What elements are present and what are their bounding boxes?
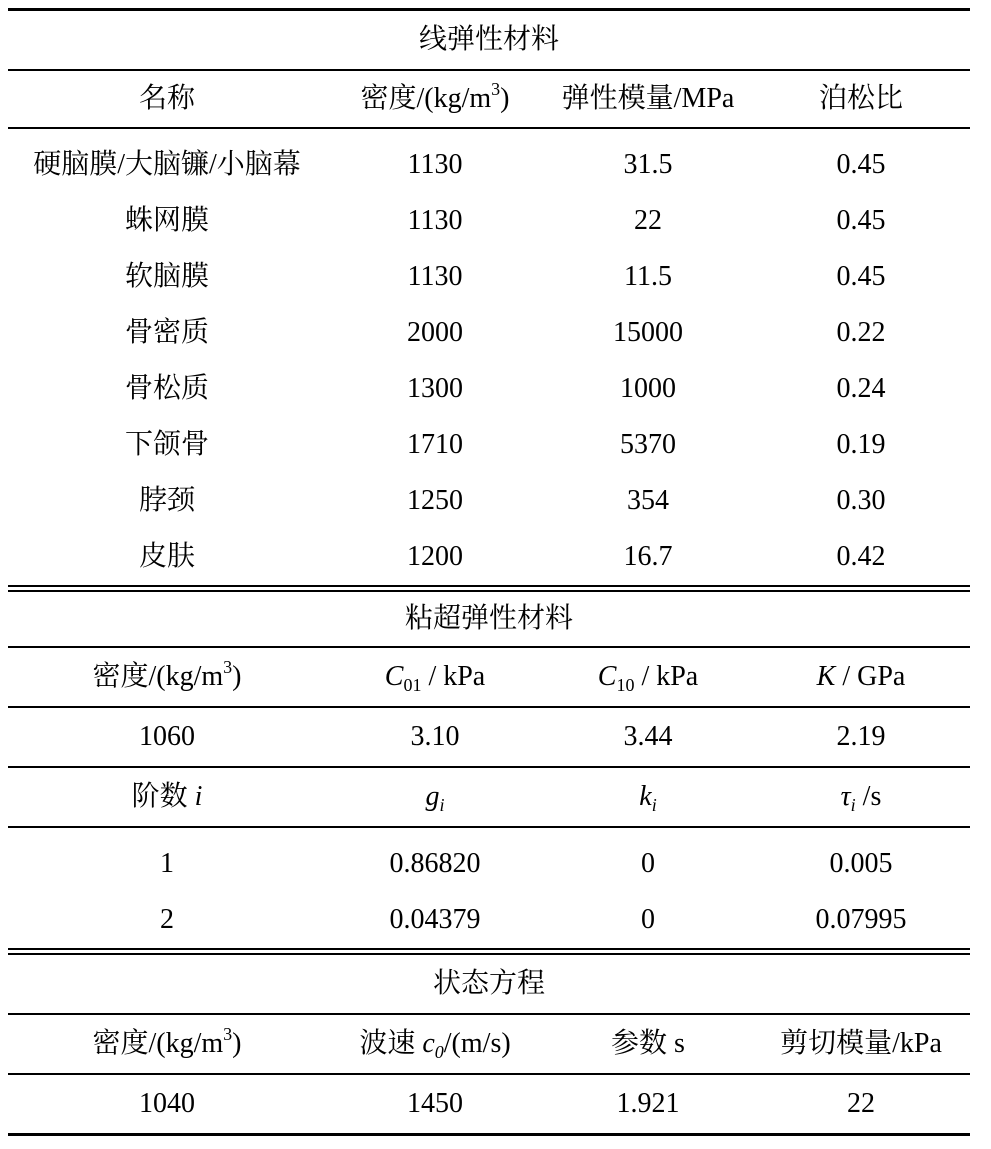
section-title-linear [8,11,970,69]
cell-modulus: 354 [627,485,669,516]
prony-body [8,828,970,948]
cell-tau: 0.07995 [815,904,907,935]
cell-density: 1300 [407,373,463,404]
cell-name: 皮肤 [138,541,195,572]
table-row [8,417,970,473]
table-row [8,473,970,529]
col-header-param: 参数 s [611,1028,685,1059]
cell-name: 骨松质 [124,373,209,404]
cell-name: 软脑膜 [124,261,209,292]
col-header-k: $k_i$ [639,781,657,815]
cell-density: 1710 [407,429,463,460]
cell-modulus: 11.5 [624,261,672,292]
col-header-c01: $C_{01}$ / kPa [384,661,486,695]
col-header-shear: 剪切模量/kPa [780,1028,942,1059]
header-row-eos [8,1015,970,1073]
cell-modulus: 15000 [613,317,683,348]
cell-density: 1200 [407,541,463,572]
cell-modulus: 31.5 [623,149,673,180]
table-row [8,1075,970,1133]
cell-k: 0 [641,904,655,935]
table-row [8,708,970,766]
section-title-text: 状态方程 [432,968,545,999]
cell-poisson: 0.45 [836,149,886,180]
cell-tau: 0.005 [829,848,893,879]
col-header-density: 密度$/(kg/m^3)$ [92,1024,242,1059]
cell-c10: 3.44 [623,721,673,752]
cell-wave-speed: 1450 [407,1088,463,1119]
double-rule [8,585,970,592]
col-header-density: 密度$/(kg/m^3)$ [92,657,242,692]
table-row [8,836,970,892]
col-header-order: 阶数 i [131,781,203,812]
cell-density: 1130 [407,261,463,292]
cell-name: 脖颈 [138,485,195,516]
table-row [8,193,970,249]
cell-order: 1 [160,848,174,879]
cell-k: 0 [641,848,655,879]
cell-modulus: 16.7 [623,541,673,572]
cell-density: 1250 [407,485,463,516]
header-row-visco [8,648,970,706]
cell-name: 硬脑膜/大脑镰/小脑幕 [33,149,301,180]
cell-g: 0.04379 [389,904,481,935]
col-header-c10: $C_{10}$ / kPa [597,661,699,695]
cell-g: 0.86820 [389,848,481,879]
material-table [8,8,970,1136]
table-row [8,137,970,193]
cell-poisson: 0.22 [836,317,886,348]
section-title-visco [8,592,970,646]
section-title-text: 线弹性材料 [418,24,559,55]
cell-density: 1130 [407,205,463,236]
col-header-density: 密度$/(kg/m^3)$ [360,79,510,114]
cell-name: 下颌骨 [124,429,209,460]
table-row [8,361,970,417]
header-row-linear [8,71,970,127]
cell-poisson: 0.42 [836,541,886,572]
cell-poisson: 0.45 [836,261,886,292]
col-header-modulus: 弹性模量/MPa [561,83,735,114]
cell-modulus: 22 [634,205,662,236]
cell-density: 1060 [139,721,195,752]
cell-name: 骨密质 [124,317,209,348]
cell-k: 2.19 [836,721,886,752]
cell-density: 2000 [407,317,463,348]
header-row-prony [8,768,970,826]
cell-name: 蛛网膜 [124,205,209,236]
double-rule [8,948,970,955]
cell-c01: 3.10 [410,721,460,752]
table-row [8,249,970,305]
cell-param: 1.921 [616,1088,680,1119]
bottom-rule [8,1133,970,1136]
cell-density: 1040 [139,1088,195,1119]
table-row [8,529,970,585]
cell-modulus: 5370 [620,429,676,460]
table-row [8,892,970,948]
col-header-poisson: 泊松比 [818,83,903,114]
cell-poisson: 0.30 [836,485,886,516]
col-header-k: K / GPa [816,661,906,692]
col-header-g: $g_i$ [425,781,445,815]
linear-body [8,129,970,585]
col-header-wave-speed: 波速 $c_0/(m/s)$ [359,1028,511,1062]
cell-poisson: 0.24 [836,373,886,404]
table-row [8,305,970,361]
section-title-text: 粘超弹性材料 [404,603,573,634]
section-title-eos [8,955,970,1013]
cell-modulus: 1000 [620,373,676,404]
cell-order: 2 [160,904,174,935]
col-header-tau: $\tau_i$ /s [840,781,882,815]
cell-shear: 22 [847,1088,875,1119]
cell-poisson: 0.45 [836,205,886,236]
cell-density: 1130 [407,149,463,180]
col-header-name: 名称 [138,83,195,114]
cell-poisson: 0.19 [836,429,886,460]
